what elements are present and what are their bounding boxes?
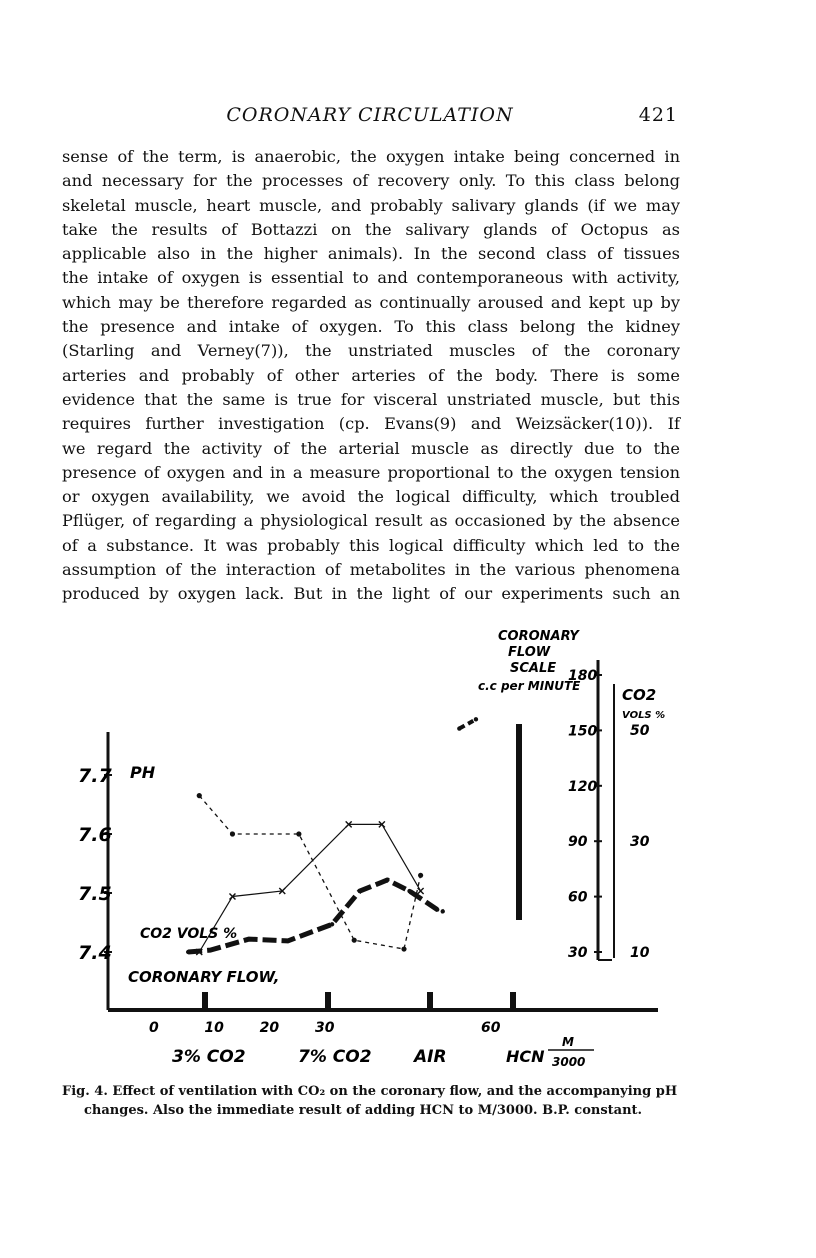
flow-point (247, 937, 251, 941)
text-line: the intake of oxygen is essential to and contemporaneous with activity, (62, 268, 680, 288)
text-line: applicable also in the higher animals). In the second class of tissues (62, 244, 680, 264)
hcn-flow-bar (516, 724, 522, 920)
flow-tick-label: 30 (568, 945, 588, 961)
figure-caption (62, 1082, 682, 1120)
text-line: of a substance. It was probably this logical difficulty which led to the (62, 535, 680, 555)
event-marker (427, 992, 433, 1010)
text-line: assumption of the interaction of metabolites in the various phenomena (62, 560, 680, 580)
time-tick-label: 60 (481, 1020, 501, 1036)
flow-scale-label-2: FLOW (508, 645, 551, 660)
flow-tick-label: 180 (568, 668, 598, 684)
ph-point (418, 873, 423, 878)
caption-line-1: Fig. 4. Effect of ventilation with CO₂ on the coronary flow, and the accompanying pH (62, 1084, 678, 1099)
coronary-flow-chart (0, 620, 816, 1080)
ph-point (296, 831, 301, 836)
text-line: requires further investigation (cp. Evans(9) and Weizsäcker(10)). If (62, 414, 680, 434)
text-line: which may be therefore regarded as continually aroused and kept up by (62, 292, 680, 312)
flow-point (441, 909, 445, 913)
text-line: we regard the activity of the arterial muscle as directly due to the (62, 438, 680, 458)
text-line: Pflüger, of regarding a physiological result as occasioned by the absence (62, 511, 680, 531)
co2-point (418, 888, 424, 894)
ph-tick-label: 7.5 (78, 883, 112, 905)
ph-tick-label: 7.7 (78, 765, 112, 787)
event-label-hcn: HCN (506, 1047, 545, 1066)
co2-tick-label: 50 (630, 723, 650, 739)
text-line: or oxygen availability, we avoid the logical difficulty, which troubled (62, 487, 680, 507)
text-line: the presence and intake of oxygen. To this class belong the kidney (62, 317, 680, 337)
flow-point (385, 878, 389, 882)
flow-tick-label: 60 (568, 889, 588, 906)
flow-scale-label-3: SCALE (510, 661, 557, 676)
coronary-flow-label: CORONARY FLOW, (128, 968, 280, 986)
running-title: CORONARY CIRCULATION (226, 104, 514, 126)
time-tick-label: 30 (315, 1020, 335, 1036)
text-line: sense of the term, is anaerobic, the oxygen intake being concerned in (62, 147, 680, 166)
flow-point (330, 922, 334, 926)
flow-point (186, 950, 190, 954)
ph-axis-label: PH (130, 763, 156, 782)
ph-tick-label: 7.4 (78, 942, 112, 964)
text-line: arteries and probably of other arteries of the body. There is some (62, 365, 680, 385)
flow-point (457, 726, 461, 730)
caption-line-2: changes. Also the immediate result of adding HCN to M/3000. B.P. constant. (84, 1103, 643, 1118)
co2-curve-label: CO2 VOLS % (140, 926, 238, 942)
page-number: 421 (638, 104, 678, 126)
text-line: presence of oxygen and in a measure proportional to the oxygen tension (62, 462, 680, 482)
flow-series (186, 717, 478, 954)
ph-tick-label: 7.6 (78, 824, 112, 846)
event-marker (325, 992, 331, 1010)
flow-point (208, 948, 212, 952)
text-line: and necessary for the processes of recovery only. To this class belong (62, 171, 680, 191)
time-tick-label: 0 (149, 1020, 159, 1036)
event-label-air: AIR (414, 1047, 447, 1067)
flow-line-hcn (459, 719, 476, 728)
flow-tick-label: 150 (568, 723, 598, 740)
running-head (62, 104, 678, 130)
event-marker (202, 992, 208, 1010)
flow-scale-label-1: CORONARY (498, 629, 579, 644)
flow-tick-label: 90 (568, 834, 588, 851)
text-line: skeletal muscle, heart muscle, and probably salivary glands (if we may (62, 195, 680, 215)
flow-scale-label-4: c.c per MINUTE (478, 679, 581, 693)
text-line: take the results of Bottazzi on the salivary glands of Octopus as (62, 219, 680, 239)
ph-point (230, 831, 235, 836)
text-line: produced by oxygen lack. But in the light of our experiments such an (62, 584, 680, 604)
flow-point (407, 889, 411, 893)
ph-point (401, 946, 406, 951)
event-marker (510, 992, 516, 1010)
flow-point (286, 939, 290, 943)
flow-tick-label: 120 (568, 778, 598, 795)
ph-point (352, 938, 357, 943)
hcn-conc-denominator: 3000 (552, 1055, 586, 1069)
ph-point (197, 793, 202, 798)
figure-4 (0, 620, 816, 1080)
co2-tick-label: 10 (630, 945, 650, 961)
co2-axis-label-2: VOLS % (622, 710, 666, 721)
co2-tick-label: 30 (630, 834, 650, 850)
hcn-conc-numerator: M (562, 1035, 574, 1049)
text-line: (Starling and Verney(7)), the unstriated muscles of the coronary (62, 341, 680, 361)
time-tick-label: 20 (259, 1020, 280, 1036)
flow-point (474, 717, 478, 721)
event-label-3pct: 3% CO2 (172, 1047, 246, 1067)
event-label-7pct: 7% CO2 (298, 1047, 372, 1067)
flow-point (435, 907, 439, 911)
body-text (62, 145, 680, 607)
flow-point (358, 889, 362, 893)
co2-axis-label-1: CO2 (622, 686, 657, 704)
text-line: evidence that the same is true for visceral unstriated muscle, but this (62, 389, 680, 409)
time-tick-label: 10 (204, 1020, 224, 1036)
